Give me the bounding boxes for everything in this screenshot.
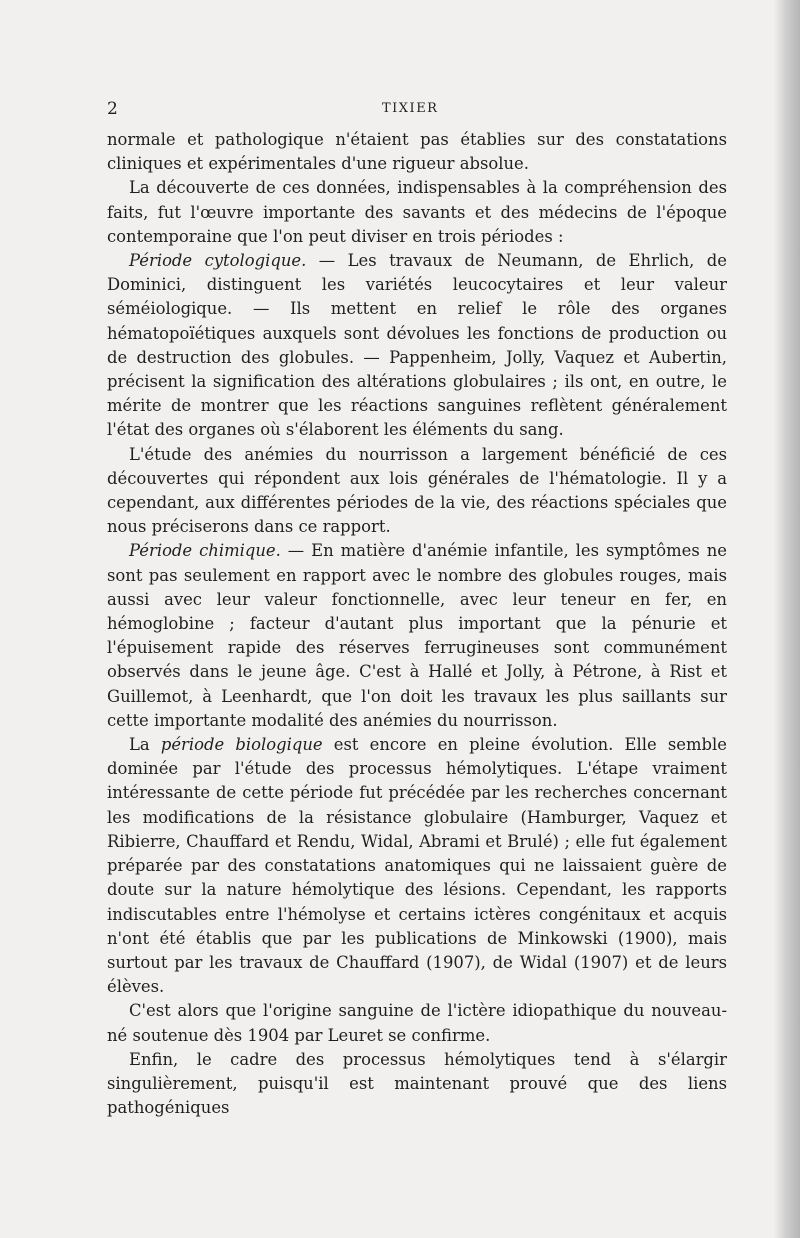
text-run: normale et pathologique n'étaient pas établies sur des constatations cliniques et expérimentales d'une rigueur absolue. (107, 130, 727, 174)
book-page (107, 98, 727, 1120)
paragraph-chemical-period (107, 539, 727, 733)
section-heading-biological: période biologique (160, 735, 323, 755)
paragraph-discovery (107, 176, 727, 249)
text-run: — Les travaux de Neumann, de Ehrlich, de Dominici, distinguent les variétés leucocytaires et leur valeur séméiologique. — Ils mettent en relief le rôle des organes hématopoïétiques auxquels sont dévolues les fonctions de production ou de destruction des globules. — Pappenheim, Jolly, Vaquez et Aubertin, précisent la signification des altérations globulaires ; ils ont, en outre, le mérite de montrer que les réactions sanguines reflètent généralement l'état des organes où s'élaborent les éléments du sang. (107, 251, 727, 440)
paragraph-continuation (107, 128, 727, 176)
text-run: La découverte de ces données, indispensables à la compréhension des faits, fut l'œuvre importante des savants et des médecins de l'époque contemporaine que l'on peut diviser en trois périodes : (107, 178, 727, 246)
book-spine-shadow (774, 0, 800, 1238)
text-run: L'étude des anémies du nourrisson a largement bénéficié de ces découvertes qui répondent aux lois générales de l'hématologie. Il y a cependant, aux différentes périodes de la vie, des réactions spéciales que nous préciserons dans ce rapport. (107, 444, 727, 537)
text-run: La (129, 735, 161, 755)
paragraph-infant-anemia (107, 443, 727, 540)
text-run: C'est alors que l'origine sanguine de l'ictère idiopathique du nouveau-né soutenue dès 1904 par Leuret se confirme. (107, 1001, 727, 1045)
paragraph-icterus-origin (107, 999, 727, 1047)
paragraph-hemolytic-processes (107, 1048, 727, 1121)
paragraph-cytological-period (107, 249, 727, 443)
running-title: TIXIER (382, 101, 439, 116)
page-header (107, 98, 727, 120)
paragraph-biological-period (107, 733, 727, 999)
section-heading-cytological: Période cytologique. (129, 251, 307, 271)
text-run: — En matière d'anémie infantile, les symptômes ne sont pas seulement en rapport avec le nombre des globules rouges, mais aussi avec leur valeur fonctionnelle, avec leur teneur en fer, en hémoglobine ; facteur d'autant plus important que la pénurie et l'épuisement rapide des réserves ferrugineuses sont communément observés dans le jeune âge. C'est à Hallé et Jolly, à Pétrone, à Rist et Guillemot, à Leenhardt, que l'on doit les travaux les plus saillants sur cette importante modalité des anémies du nourrisson. (107, 541, 727, 730)
body-text (107, 128, 727, 1120)
section-heading-chemical: Période chimique. (129, 541, 281, 561)
page-number: 2 (107, 99, 118, 119)
text-run: est encore en pleine évolution. Elle semble dominée par l'étude des processus hémolytiques. L'étape vraiment intéressante de cette période fut précédée par les recherches concernant les modifications de la résistance globulaire (Hamburger, Vaquez et Ribierre, Chauffard et Rendu, Widal, Abrami et Brulé) ; elle fut également préparée par des constatations anatomiques qui ne laissaient guère de doute sur la nature hémolytique des lésions. Cependant, les rapports indiscutables entre l'hémolyse et certains ictères congénitaux et acquis n'ont été établis que par les publications de Minkowski (1900), mais surtout par les travaux de Chauffard (1907), de Widal (1907) et de leurs élèves. (107, 735, 727, 997)
text-run: Enfin, le cadre des processus hémolytiques tend à s'élargir singulièrement, puisqu'il est maintenant prouvé que des liens pathogéniques (107, 1049, 727, 1118)
